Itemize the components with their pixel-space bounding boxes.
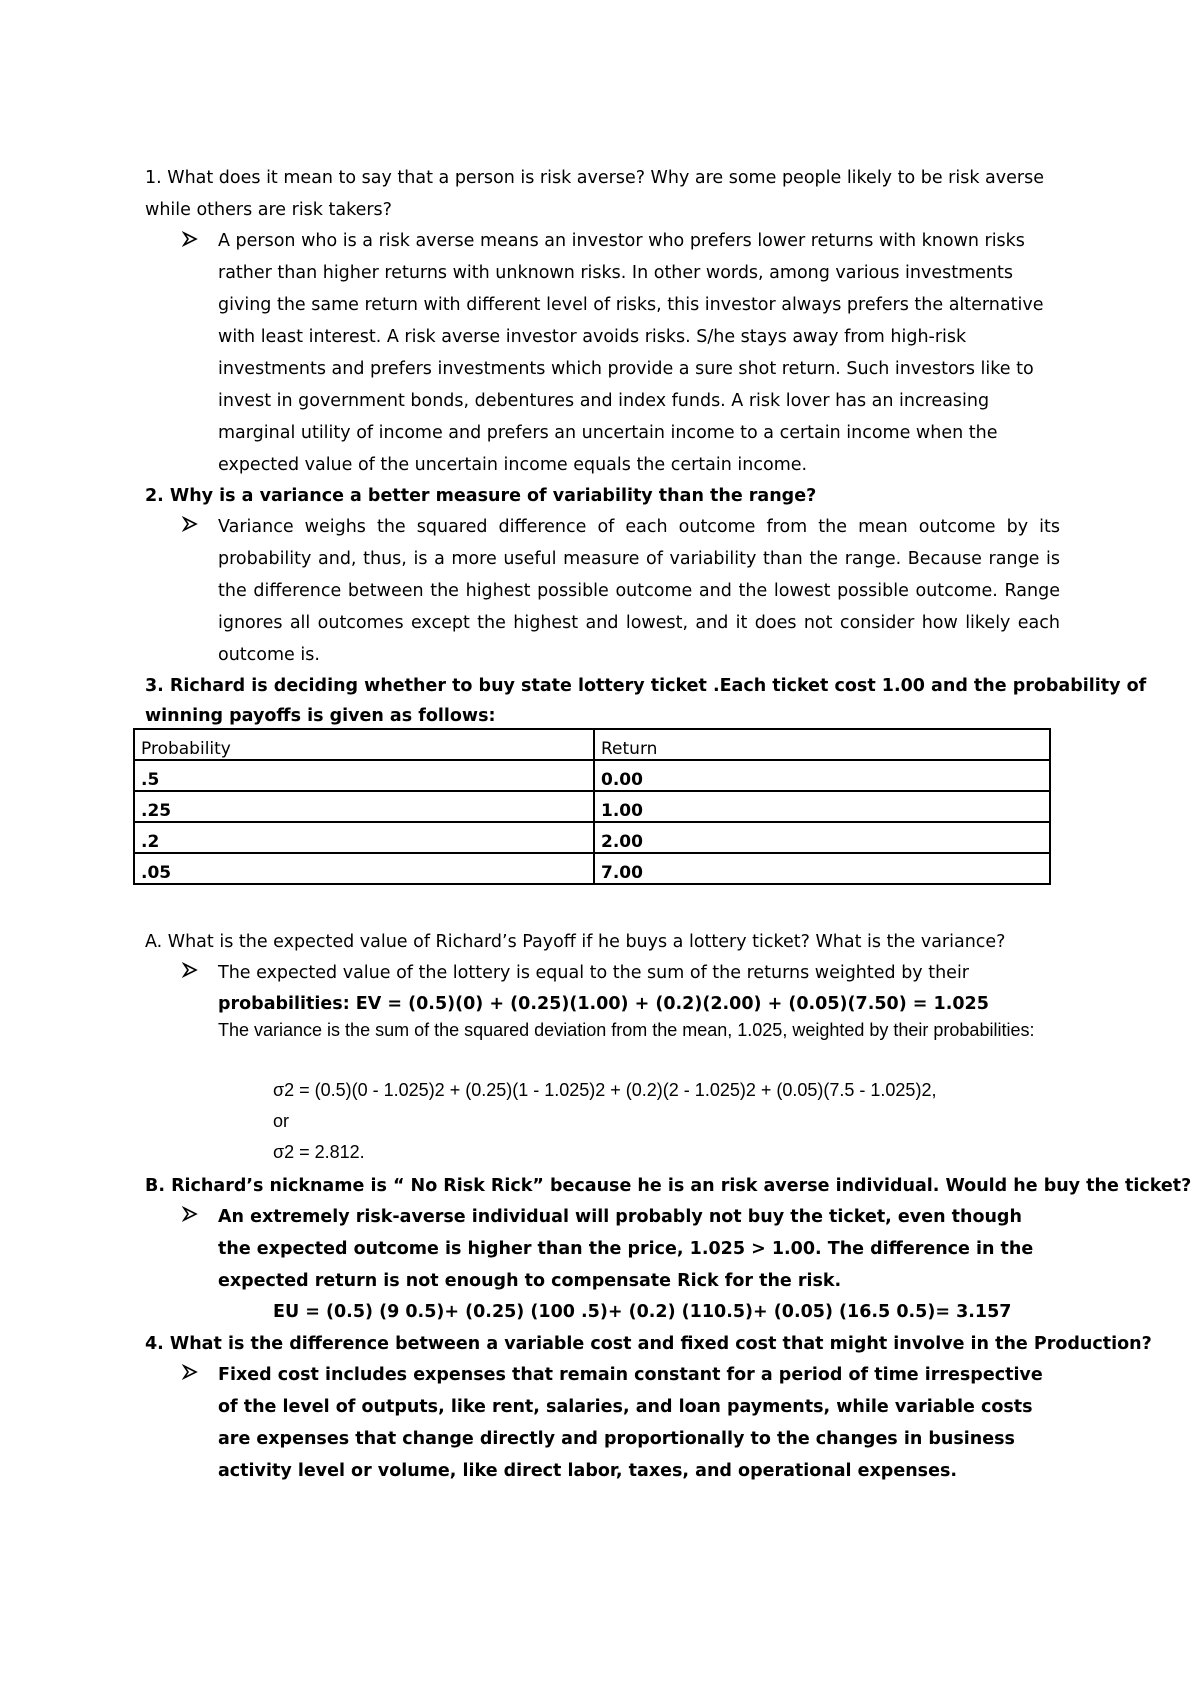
table-cell-probability: .25: [134, 791, 594, 822]
q3a-variance-or: or: [273, 1111, 290, 1131]
q1-answer: A person who is a risk averse means an investor who prefers lower returns with known risks rather than higher returns with unknown risks. In other words, among various investments giving the same return with different level of risks, this investor always prefers the alternative with least interest. A risk averse investor avoids risks. S/he stays away from high-risk investments and prefers investments which provide a sure shot return. Such investors like to invest in government bonds, debentures and index funds. A risk lover has an increasing marginal utility of income and prefers an uncertain income to a certain income when the expected value of the uncertain income equals the certain income.: [218, 231, 1044, 475]
table-cell-return: 7.00: [594, 853, 1050, 884]
q4-answer: Fixed cost includes expenses that remain constant for a period of time irrespective of the level of outputs, like rent, salaries, and loan payments, while variable costs are expenses that change directly and proportionally to the changes in business activity level or volume, like direct labor, taxes, and operational expenses.: [218, 1365, 1043, 1481]
q2-answer: Variance weighs the squared difference of each outcome from the mean outcome by its probability and, thus, is a more useful measure of variability than the range. Because range is the difference between the highest possible outcome and the lowest possible outcome. Range ignores all outcomes except the highest and lowest, and it does not consider how likely each outcome is.: [218, 517, 1060, 665]
q3b-answer: An extremely risk-averse individual will probably not buy the ticket, even though the expected outcome is higher than the price, 1.025 > 1.00. The difference in the expected return is not enough to compensate Rick for the risk.: [218, 1207, 1034, 1291]
payoff-table: [133, 728, 1051, 885]
table-header-probability: Probability: [134, 729, 594, 760]
q3a-variance-text: The variance is the sum of the squared deviation from the mean, 1.025, weighted by their probabilities:: [218, 1020, 1035, 1040]
q3a-variance-result: σ2 = 2.812.: [273, 1142, 365, 1162]
q3a-ev-equation: probabilities: EV = (0.5)(0) + (0.25)(1.00) + (0.2)(2.00) + (0.05)(7.50) = 1.025: [218, 994, 989, 1014]
table-cell-probability: .5: [134, 760, 594, 791]
arrow-bullet-icon: [182, 231, 200, 251]
table-cell-return: 1.00: [594, 791, 1050, 822]
q2-question: 2. Why is a variance a better measure of variability than the range?: [145, 486, 817, 506]
q3b-eu-equation: EU = (0.5) (9 0.5)+ (0.25) (100 .5)+ (0.2) (110.5)+ (0.05) (16.5 0.5)= 3.157: [273, 1302, 1012, 1322]
q4-question: 4. What is the difference between a variable cost and fixed cost that might involve in the Production?: [145, 1334, 1152, 1354]
arrow-bullet-icon: [182, 1206, 200, 1226]
table-row: [134, 853, 1050, 884]
q1-question-line2: while others are risk takers?: [145, 200, 392, 220]
q3-question-line2: winning payoffs is given as follows:: [145, 706, 496, 726]
table-cell-return: 0.00: [594, 760, 1050, 791]
table-cell-probability: .2: [134, 822, 594, 853]
arrow-bullet-icon: [182, 516, 200, 536]
arrow-bullet-icon: [182, 962, 200, 982]
q1-question-line1: 1. What does it mean to say that a person is risk averse? Why are some people likely to be risk averse: [145, 168, 1044, 188]
q3b-question: B. Richard’s nickname is “ No Risk Rick” because he is an risk averse individual. Would he buy the ticket?: [145, 1176, 1192, 1196]
q3a-answer-line1: The expected value of the lottery is equal to the sum of the returns weighted by their: [218, 963, 970, 983]
table-cell-return: 2.00: [594, 822, 1050, 853]
table-row: [134, 822, 1050, 853]
table-cell-probability: .05: [134, 853, 594, 884]
q3a-variance-equation: σ2 = (0.5)(0 - 1.025)2 + (0.25)(1 - 1.025)2 + (0.2)(2 - 1.025)2 + (0.05)(7.5 - 1.025)2,: [273, 1080, 937, 1100]
table-header-return: Return: [594, 729, 1050, 760]
arrow-bullet-icon: [182, 1364, 200, 1384]
q3-question-line1: 3. Richard is deciding whether to buy state lottery ticket .Each ticket cost 1.00 and the probability of: [145, 676, 1147, 696]
q3a-question: A. What is the expected value of Richard’s Payoff if he buys a lottery ticket? What is the variance?: [145, 932, 1006, 952]
table-row: [134, 791, 1050, 822]
table-header-row: [134, 729, 1050, 760]
table-row: [134, 760, 1050, 791]
